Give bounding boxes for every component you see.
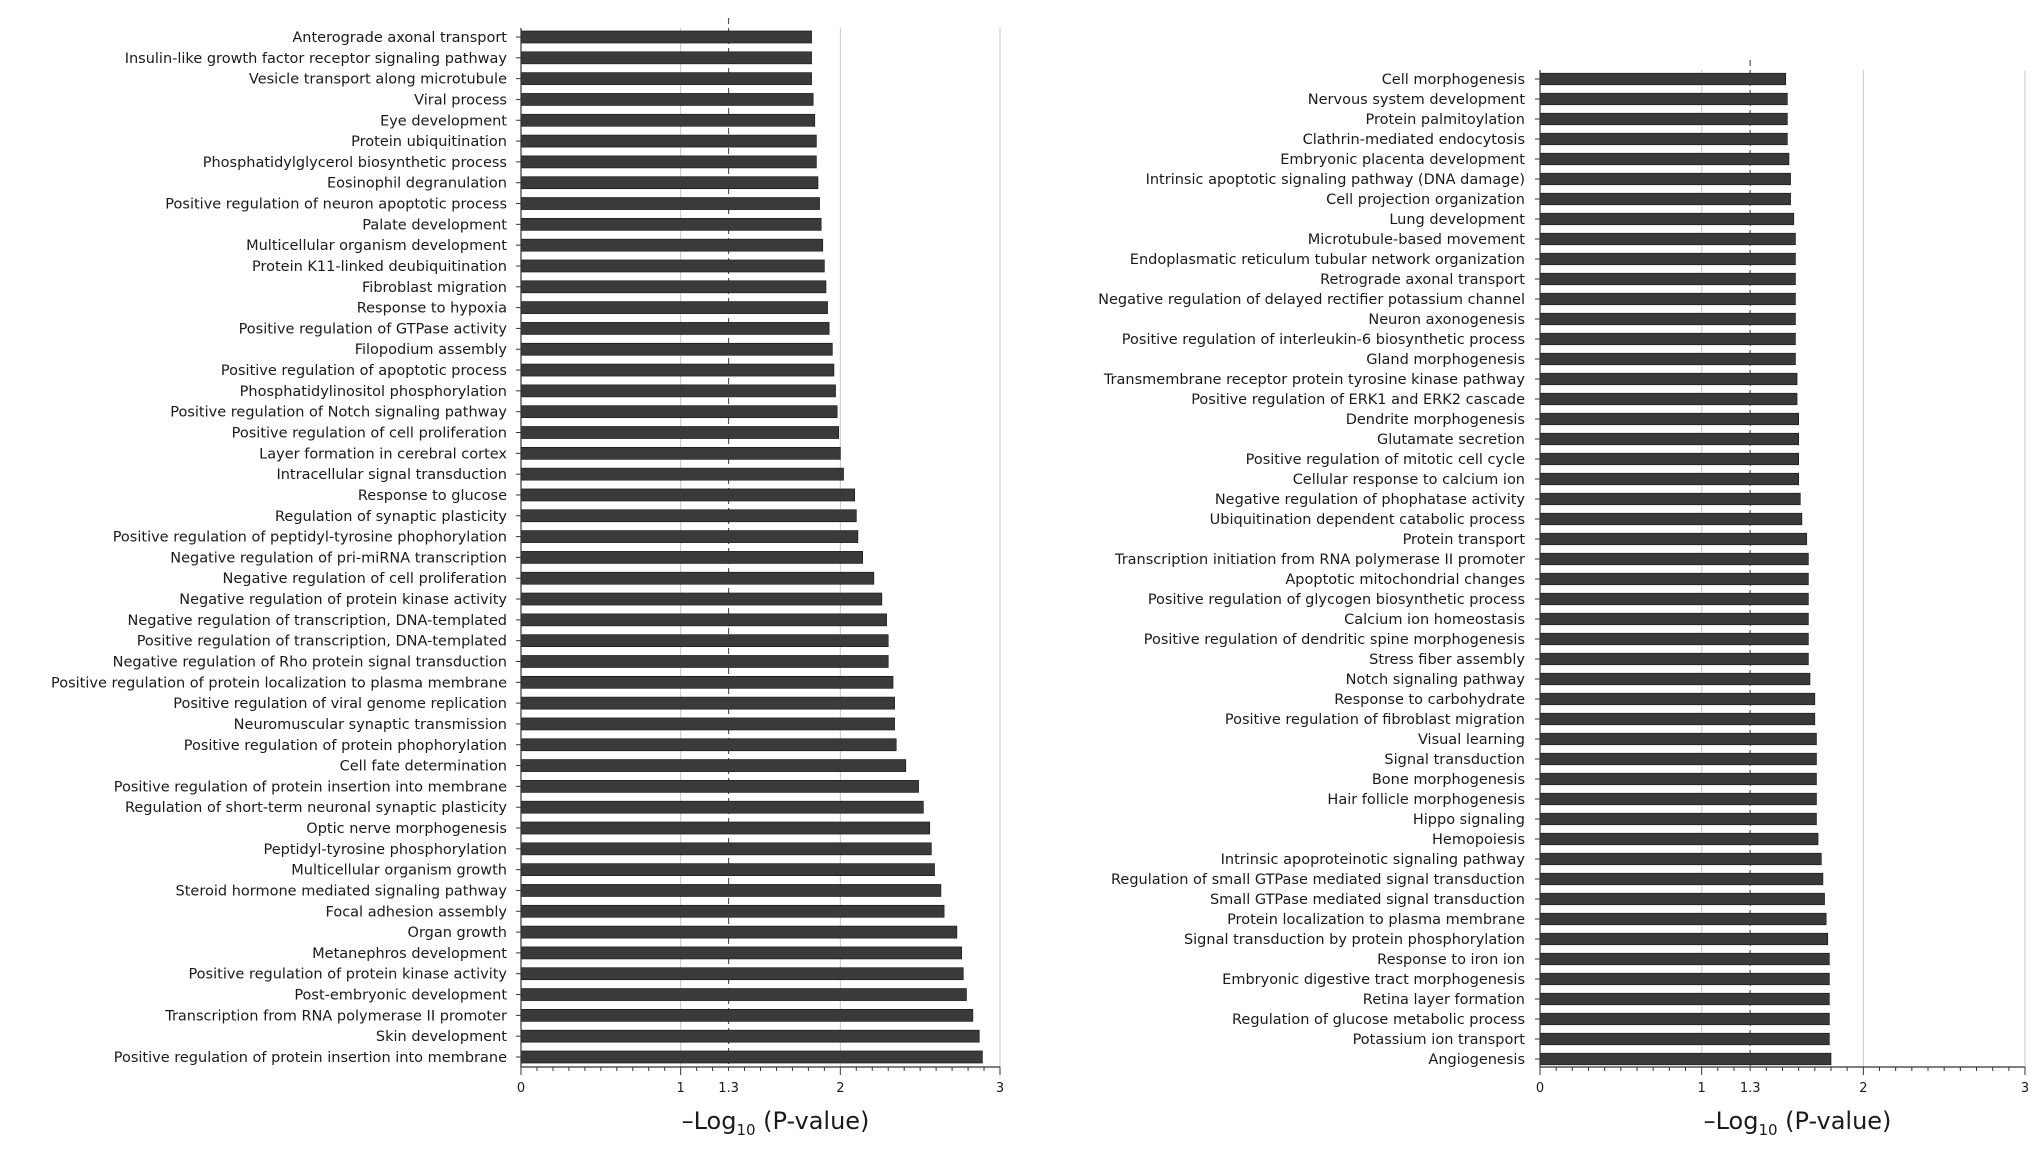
category-label: Vesicle transport along microtubule	[248, 71, 507, 88]
category-label: Bone morphogenesis	[1371, 772, 1525, 788]
x-tick-label: 3	[2020, 1081, 2030, 1096]
category-label: Response to carbohydrate	[1334, 692, 1525, 708]
category-label: Transmembrane receptor protein tyrosine kinase pathway	[1103, 372, 1525, 388]
bar	[1540, 673, 1810, 685]
bar	[1540, 393, 1797, 405]
bar	[1540, 733, 1816, 745]
category-label: Protein palmitoylation	[1365, 112, 1525, 128]
category-label: Gland morphogenesis	[1366, 352, 1525, 368]
bar	[1540, 433, 1799, 445]
category-label: Regulation of glucose metabolic process	[1231, 1012, 1525, 1028]
bar	[521, 926, 957, 938]
bar	[1540, 373, 1797, 385]
bar	[521, 510, 856, 522]
bar	[1540, 153, 1789, 165]
category-label: Positive regulation of glycogen biosynthetic process	[1147, 592, 1525, 608]
bar	[521, 52, 812, 64]
bar	[521, 989, 966, 1001]
category-label: Cell projection organization	[1326, 192, 1525, 208]
bar	[521, 780, 919, 792]
category-label: Positive regulation of protein kinase activity	[188, 966, 507, 983]
category-label: Intrinsic apoproteinotic signaling pathway	[1220, 852, 1525, 868]
bar	[521, 884, 941, 896]
x-tick-label: 2	[836, 1081, 845, 1096]
reference-line-label: 1.3	[718, 1081, 739, 1096]
bar	[1540, 993, 1829, 1005]
category-label: Multicellular organism growth	[291, 862, 507, 879]
bar	[1540, 833, 1818, 845]
category-label: Negative regulation of pri-miRNA transcription	[170, 550, 507, 567]
bar	[1540, 533, 1807, 545]
left-chart	[51, 18, 1004, 1139]
bar	[1540, 333, 1795, 345]
category-label: Potassium ion transport	[1352, 1032, 1525, 1048]
category-label: Transcription from RNA polymerase II promoter	[165, 1008, 507, 1025]
bar	[1540, 233, 1795, 245]
bar	[521, 676, 893, 688]
category-label: Dendrite morphogenesis	[1345, 412, 1525, 428]
bar	[521, 843, 931, 855]
category-label: Anterograde axonal transport	[292, 30, 507, 46]
bar	[1540, 933, 1828, 945]
bar	[1540, 113, 1787, 125]
category-label: Positive regulation of ERK1 and ERK2 cascade	[1191, 392, 1525, 408]
bar	[1540, 913, 1826, 925]
category-label: Negative regulation of phophatase activity	[1214, 492, 1525, 508]
category-label: Cell fate determination	[339, 758, 507, 775]
x-axis-label-tail: (P-value)	[755, 1107, 870, 1135]
bar	[1540, 553, 1808, 565]
category-label: Positive regulation of protein phophorylation	[183, 737, 507, 754]
category-label: Positive regulation of transcription, DNA-templated	[136, 633, 507, 650]
category-label: Fibroblast migration	[362, 279, 507, 296]
bar	[521, 322, 829, 334]
bar	[1540, 493, 1800, 505]
bar	[1540, 853, 1821, 865]
bar	[1540, 653, 1808, 665]
bar	[521, 1051, 982, 1063]
category-label: Optic nerve morphogenesis	[306, 821, 507, 838]
bar	[521, 551, 863, 563]
category-label: Neuromuscular synaptic transmission	[233, 716, 507, 733]
x-tick-label: 0	[1535, 1081, 1545, 1096]
x-axis-label	[682, 1107, 870, 1139]
category-label: Regulation of synaptic plasticity	[275, 508, 507, 525]
bar	[1540, 353, 1795, 365]
category-label: Stress fiber assembly	[1369, 652, 1525, 668]
category-label: Positive regulation of protein insertion into membrane	[113, 779, 507, 796]
bar	[1540, 213, 1794, 225]
category-label: Regulation of small GTPase mediated signal transduction	[1111, 872, 1525, 888]
category-label: Layer formation in cerebral cortex	[259, 446, 507, 463]
x-tick-label: 3	[995, 1081, 1005, 1096]
category-label: Steroid hormone mediated signaling pathway	[175, 883, 507, 900]
bar	[521, 572, 874, 584]
category-label: Response to glucose	[357, 487, 507, 504]
bar	[1540, 193, 1791, 205]
category-label: Filopodium assembly	[354, 342, 507, 359]
x-axis-label-subscript: 10	[1758, 1121, 1778, 1139]
category-label: Intrinsic apoptotic signaling pathway (DNA damage)	[1145, 172, 1525, 188]
category-label: Signal transduction	[1384, 752, 1525, 768]
category-label: Regulation of short-term neuronal synaptic plasticity	[124, 800, 507, 817]
bar	[521, 1009, 973, 1021]
category-label: Positive regulation of mitotic cell cycle	[1245, 452, 1525, 468]
category-label: Cell morphogenesis	[1381, 72, 1525, 88]
bar	[521, 281, 826, 293]
bar	[1540, 313, 1795, 325]
category-label: Organ growth	[407, 925, 507, 942]
bar	[521, 968, 963, 980]
category-label: Multicellular organism development	[246, 238, 507, 255]
category-label: Hippo signaling	[1412, 812, 1525, 828]
bar	[521, 385, 836, 397]
bar	[1540, 793, 1816, 805]
bar	[1540, 573, 1808, 585]
category-label: Protein K11-linked deubiquitination	[251, 258, 507, 275]
category-label: Positive regulation of viral genome replication	[173, 696, 507, 713]
bar	[521, 177, 818, 189]
x-axis-label-tail: (P-value)	[1777, 1107, 1892, 1135]
bar	[521, 801, 923, 813]
bar	[521, 760, 906, 772]
category-label: Protein ubiquitination	[351, 134, 507, 151]
bar	[1540, 773, 1816, 785]
bar	[1540, 453, 1799, 465]
bar	[521, 947, 962, 959]
category-label: Response to iron ion	[1377, 952, 1525, 968]
category-label: Negative regulation of delayed rectifier potassium channel	[1098, 292, 1525, 308]
category-label: Protein localization to plasma membrane	[1227, 912, 1525, 928]
category-label: Hair follicle morphogenesis	[1327, 792, 1525, 808]
bar	[1540, 293, 1795, 305]
category-label: Positive regulation of GTPase activity	[238, 321, 507, 338]
right-chart	[1098, 60, 2029, 1139]
x-axis-label-main: –Log	[681, 1107, 737, 1135]
bar	[1540, 593, 1808, 605]
category-label: Neuron axonogenesis	[1368, 312, 1525, 328]
bar	[1540, 253, 1795, 265]
x-tick-label: 2	[1859, 1081, 1868, 1096]
bar	[1540, 873, 1823, 885]
bar	[521, 364, 834, 376]
category-label: Apoptotic mitochondrial changes	[1285, 572, 1525, 588]
category-label: Retina layer formation	[1362, 992, 1525, 1008]
bar	[1540, 93, 1787, 105]
category-label: Positive regulation of protein localization to plasma membrane	[51, 675, 507, 692]
bar	[521, 156, 816, 168]
x-axis-label-main: –Log	[1703, 1107, 1759, 1135]
category-label: Intracellular signal transduction	[276, 467, 507, 484]
bar	[521, 197, 820, 209]
category-label: Microtubule-based movement	[1307, 232, 1525, 248]
bar	[521, 739, 896, 751]
bar	[521, 343, 832, 355]
bar	[521, 614, 887, 626]
category-label: Negative regulation of protein kinase activity	[179, 592, 507, 609]
category-label: Angiogenesis	[1428, 1052, 1525, 1068]
category-label: Lung development	[1389, 212, 1525, 228]
bar	[1540, 693, 1815, 705]
x-axis-label	[1704, 1107, 1892, 1139]
bar	[1540, 513, 1802, 525]
bar	[521, 697, 895, 709]
category-label: Glutamate secretion	[1376, 432, 1525, 448]
category-label: Skin development	[375, 1029, 507, 1046]
category-label: Endoplasmatic reticulum tubular network organization	[1129, 252, 1525, 268]
bar	[1540, 413, 1799, 425]
bar	[521, 635, 888, 647]
category-label: Cellular response to calcium ion	[1292, 472, 1525, 488]
bar	[1540, 633, 1808, 645]
category-label: Visual learning	[1417, 732, 1525, 748]
x-tick-label: 1	[1697, 1081, 1706, 1096]
bar	[521, 655, 888, 667]
category-label: Clathrin-mediated endocytosis	[1302, 132, 1525, 148]
x-tick-label: 1	[676, 1081, 685, 1096]
bar	[521, 489, 855, 501]
bar	[1540, 73, 1786, 85]
category-label: Focal adhesion assembly	[325, 904, 507, 921]
category-label: Positive regulation of cell proliferation	[231, 425, 507, 442]
bar	[1540, 1033, 1829, 1045]
category-label: Positive regulation of dendritic spine morphogenesis	[1143, 632, 1525, 648]
category-label: Response to hypoxia	[356, 300, 507, 317]
bar	[521, 426, 839, 438]
category-label: Metanephros development	[312, 945, 507, 962]
bar	[521, 73, 812, 85]
bar	[521, 905, 944, 917]
category-label: Ubiquitination dependent catabolic process	[1209, 512, 1525, 528]
category-label: Transcription initiation from RNA polymerase II promoter	[1114, 552, 1525, 568]
bar	[521, 239, 823, 251]
x-axis-label-subscript: 10	[736, 1121, 756, 1139]
bar	[1540, 1013, 1829, 1025]
bar	[521, 1030, 979, 1042]
category-label: Palate development	[362, 217, 507, 234]
category-label: Embryonic digestive tract morphogenesis	[1222, 972, 1525, 988]
bar	[521, 406, 837, 418]
category-label: Phosphatidylglycerol biosynthetic process	[202, 154, 507, 171]
category-label: Nervous system development	[1307, 92, 1525, 108]
bar	[1540, 133, 1787, 145]
bar	[1540, 813, 1816, 825]
bar	[1540, 273, 1795, 285]
category-label: Hemopoiesis	[1432, 832, 1525, 848]
bar	[521, 31, 812, 43]
bar	[521, 468, 844, 480]
bar	[521, 718, 895, 730]
bar	[521, 135, 816, 147]
bar	[521, 593, 882, 605]
category-label: Small GTPase mediated signal transduction	[1209, 892, 1525, 908]
bar	[1540, 753, 1816, 765]
category-label: Positive regulation of interleukin-6 biosynthetic process	[1121, 332, 1525, 348]
bar	[521, 447, 840, 459]
category-label: Positive regulation of protein insertion into membrane	[113, 1050, 507, 1066]
bar	[1540, 613, 1808, 625]
category-label: Positive regulation of Notch signaling pathway	[170, 404, 507, 421]
bar	[1540, 1053, 1831, 1065]
x-tick-label: 0	[516, 1081, 526, 1096]
category-label: Signal transduction by protein phosphorylation	[1183, 932, 1525, 948]
category-label: Negative regulation of cell proliferation	[222, 571, 507, 588]
bar	[521, 218, 821, 230]
bar	[1540, 953, 1829, 965]
category-label: Positive regulation of peptidyl-tyrosine phophorylation	[112, 529, 507, 546]
bar	[1540, 713, 1815, 725]
category-label: Calcium ion homeostasis	[1344, 612, 1525, 628]
bar	[521, 260, 824, 272]
category-label: Eosinophil degranulation	[327, 175, 507, 192]
category-label: Positive regulation of apoptotic process	[220, 363, 507, 380]
bar	[521, 302, 828, 314]
category-label: Retrograde axonal transport	[1320, 272, 1525, 288]
bar	[1540, 893, 1825, 905]
bar	[521, 864, 935, 876]
category-label: Eye development	[380, 113, 507, 130]
bar	[521, 93, 813, 105]
bar	[521, 114, 815, 126]
category-label: Positive regulation of fibroblast migration	[1224, 712, 1525, 728]
category-label: Protein transport	[1402, 532, 1525, 548]
bar	[1540, 173, 1791, 185]
category-label: Negative regulation of transcription, DNA-templated	[127, 612, 507, 629]
bar	[521, 822, 930, 834]
category-label: Viral process	[414, 92, 507, 109]
category-label: Negative regulation of Rho protein signal transduction	[112, 654, 507, 671]
bar	[1540, 973, 1829, 985]
bar	[1540, 473, 1799, 485]
category-label: Peptidyl-tyrosine phosphorylation	[263, 841, 507, 858]
category-label: Embryonic placenta development	[1280, 152, 1525, 168]
category-label: Phosphatidylinositol phosphorylation	[239, 383, 507, 400]
category-label: Positive regulation of neuron apoptotic process	[165, 196, 507, 213]
category-label: Notch signaling pathway	[1345, 672, 1525, 688]
bar	[521, 531, 858, 543]
category-label: Insulin-like growth factor receptor signaling pathway	[124, 50, 507, 67]
reference-line-label: 1.3	[1739, 1081, 1761, 1096]
category-label: Post-embryonic development	[294, 987, 507, 1004]
